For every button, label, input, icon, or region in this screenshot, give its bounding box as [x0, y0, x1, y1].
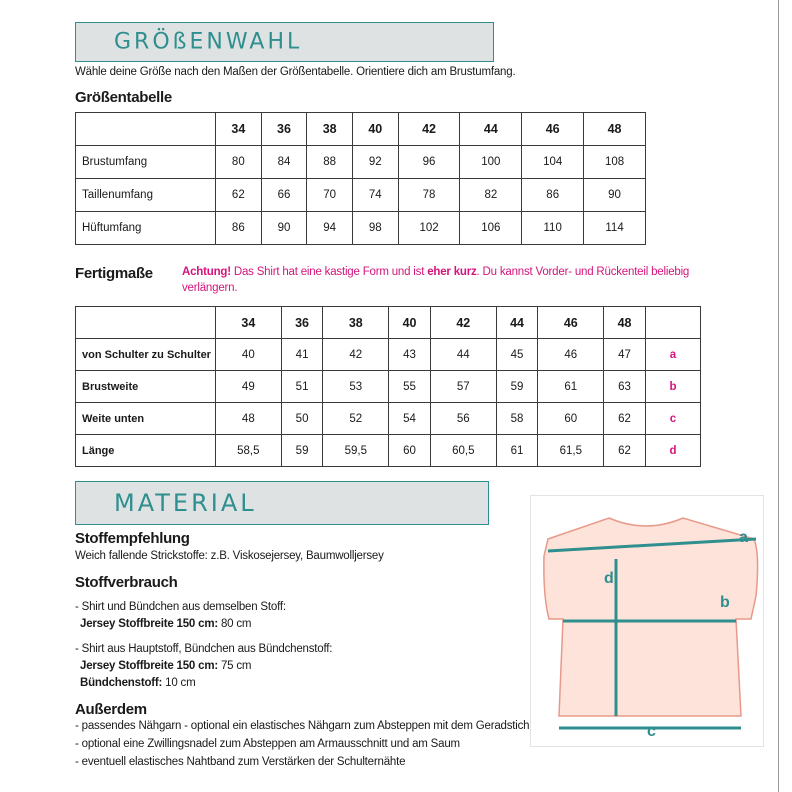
- table-cell: 84: [261, 146, 307, 179]
- table-cell: 104: [522, 146, 584, 179]
- table-cell: 52: [323, 403, 389, 435]
- table-cell: 48: [216, 403, 282, 435]
- table-cell: 57: [430, 371, 496, 403]
- table-cell: 92: [352, 146, 398, 179]
- table-cell: 53: [323, 371, 389, 403]
- list-item: - eventuell elastisches Nahtband zum Verstärken der Schulternähte: [75, 756, 406, 768]
- table-cell: 54: [389, 403, 431, 435]
- table-cell: 88: [307, 146, 353, 179]
- finished-measures-heading: Fertigmaße: [75, 265, 153, 282]
- list-item: - passendes Nähgarn - optional ein elastisches Nähgarn zum Absteppen mit dem Geradstich: [75, 720, 530, 732]
- table-row: [76, 212, 646, 245]
- amount-label: Jersey Stoffbreite 150 cm:: [80, 660, 218, 672]
- table-cell: 61,5: [538, 435, 604, 467]
- size-header-cell: 36: [281, 307, 323, 339]
- table-cell: 40: [216, 339, 282, 371]
- size-header-cell: 48: [584, 113, 646, 146]
- size-header-cell: 38: [307, 113, 353, 146]
- table-cell: 41: [281, 339, 323, 371]
- table-cell: 43: [389, 339, 431, 371]
- list-item: - optional eine Zwillingsnadel zum Absteppen am Armausschnitt und am Saum: [75, 738, 460, 750]
- table-cell: 78: [398, 179, 460, 212]
- measure-label-a: a: [739, 529, 748, 546]
- note-emphasis: eher kurz: [427, 266, 477, 278]
- fabric-usage-option-2-cuff: [80, 677, 195, 689]
- measure-letter: a: [646, 339, 701, 371]
- table-cell: 45: [496, 339, 538, 371]
- table-cell: 62: [216, 179, 262, 212]
- finished-measures-note: [182, 264, 722, 296]
- row-label-waist: Taillenumfang: [76, 179, 216, 212]
- table-cell: 59: [281, 435, 323, 467]
- shirt-diagram-svg: [531, 496, 765, 748]
- finished-measures-table: [75, 306, 701, 467]
- table-cell: 56: [430, 403, 496, 435]
- table-cell: 59: [496, 371, 538, 403]
- size-header-cell: 40: [352, 113, 398, 146]
- table-cell: 102: [398, 212, 460, 245]
- amount-value: 75 cm: [217, 660, 252, 672]
- table-cell: 114: [584, 212, 646, 245]
- measure-label-d: d: [604, 570, 614, 587]
- table-cell: 90: [584, 179, 646, 212]
- table-cell: 42: [323, 339, 389, 371]
- size-header-cell: 34: [216, 113, 262, 146]
- fabric-usage-option-1-amount: [80, 618, 251, 630]
- table-cell: 86: [216, 212, 262, 245]
- size-header-cell: 42: [430, 307, 496, 339]
- note-text-part1: Das Shirt hat eine kastige Form und ist: [230, 266, 428, 278]
- measure-letter: b: [646, 371, 701, 403]
- table-cell: 70: [307, 179, 353, 212]
- size-table-corner-cell: [76, 113, 216, 146]
- size-header-cell: 44: [460, 113, 522, 146]
- size-header-cell: 34: [216, 307, 282, 339]
- size-header-cell: 42: [398, 113, 460, 146]
- size-header-cell: 46: [538, 307, 604, 339]
- table-cell: 96: [398, 146, 460, 179]
- table-cell: 62: [604, 403, 646, 435]
- table-cell: 62: [604, 435, 646, 467]
- table-cell: 60,5: [430, 435, 496, 467]
- table-cell: 50: [281, 403, 323, 435]
- amount-value: 80 cm: [217, 618, 252, 630]
- size-table-heading: Größentabelle: [75, 89, 172, 106]
- table-cell: 60: [538, 403, 604, 435]
- measure-label-b: b: [720, 594, 730, 611]
- table-cell: 59,5: [323, 435, 389, 467]
- row-label-shoulder: von Schulter zu Schulter: [76, 339, 216, 371]
- note-warning-word: Achtung!: [182, 266, 231, 278]
- intro-text: Wähle deine Größe nach den Maßen der Größentabelle. Orientiere dich am Brustumfang.: [75, 66, 516, 78]
- table-cell: 74: [352, 179, 398, 212]
- size-table: [75, 112, 646, 245]
- table-cell: 47: [604, 339, 646, 371]
- measure-letter: d: [646, 435, 701, 467]
- table-cell: 108: [584, 146, 646, 179]
- table-cell: 94: [307, 212, 353, 245]
- section-title-size-selection: GRÖßENWAHL: [114, 29, 303, 55]
- table-cell: 49: [216, 371, 282, 403]
- finished-table-header-row: [76, 307, 701, 339]
- fabric-usage-option-1: - Shirt und Bündchen aus demselben Stoff:: [75, 601, 286, 613]
- page-right-rule: [778, 0, 779, 792]
- table-cell: 82: [460, 179, 522, 212]
- size-header-cell: 48: [604, 307, 646, 339]
- table-cell: 63: [604, 371, 646, 403]
- section-banner-material: [75, 481, 489, 525]
- fabric-usage-heading: Stoffverbrauch: [75, 574, 178, 591]
- measure-letter: c: [646, 403, 701, 435]
- table-cell: 60: [389, 435, 431, 467]
- size-table-header-row: [76, 113, 646, 146]
- section-banner-size-selection: [75, 22, 494, 62]
- size-header-cell: 40: [389, 307, 431, 339]
- table-row: [76, 339, 701, 371]
- section-title-material: MATERIAL: [114, 489, 257, 517]
- table-row: [76, 403, 701, 435]
- table-cell: 66: [261, 179, 307, 212]
- fabric-usage-option-2-amount: [80, 660, 251, 672]
- table-cell: 61: [538, 371, 604, 403]
- table-cell: 58: [496, 403, 538, 435]
- letter-header-cell: [646, 307, 701, 339]
- size-header-cell: 38: [323, 307, 389, 339]
- shirt-measurement-diagram: [530, 495, 764, 747]
- table-cell: 98: [352, 212, 398, 245]
- table-cell: 100: [460, 146, 522, 179]
- row-label-bust: Brustumfang: [76, 146, 216, 179]
- row-label-hem-width: Weite unten: [76, 403, 216, 435]
- measure-label-c: c: [647, 723, 656, 740]
- amount-value: 10 cm: [162, 677, 196, 689]
- table-cell: 58,5: [216, 435, 282, 467]
- row-label-chest-width: Brustweite: [76, 371, 216, 403]
- amount-label: Jersey Stoffbreite 150 cm:: [80, 618, 218, 630]
- table-cell: 90: [261, 212, 307, 245]
- table-cell: 61: [496, 435, 538, 467]
- amount-label: Bündchenstoff:: [80, 677, 163, 689]
- row-label-length: Länge: [76, 435, 216, 467]
- table-row: [76, 371, 701, 403]
- fabric-usage-option-2: - Shirt aus Hauptstoff, Bündchen aus Bündchenstoff:: [75, 643, 333, 655]
- size-header-cell: 36: [261, 113, 307, 146]
- table-cell: 86: [522, 179, 584, 212]
- table-row: [76, 179, 646, 212]
- note-text-part2: . Du kannst Vorder- und Rückenteil beliebig verlängern.: [182, 266, 690, 294]
- table-row: [76, 435, 701, 467]
- fabric-recommendation-heading: Stoffempfehlung: [75, 530, 190, 547]
- table-cell: 80: [216, 146, 262, 179]
- table-cell: 55: [389, 371, 431, 403]
- table-cell: 44: [430, 339, 496, 371]
- table-cell: 46: [538, 339, 604, 371]
- additional-heading: Außerdem: [75, 701, 147, 718]
- table-cell: 51: [281, 371, 323, 403]
- table-cell: 110: [522, 212, 584, 245]
- shirt-outline: [544, 518, 758, 716]
- size-header-cell: 44: [496, 307, 538, 339]
- size-header-cell: 46: [522, 113, 584, 146]
- fabric-recommendation-text: Weich fallende Strickstoffe: z.B. Viskosejersey, Baumwolljersey: [75, 550, 384, 562]
- row-label-hip: Hüftumfang: [76, 212, 216, 245]
- table-row: [76, 146, 646, 179]
- finished-table-corner-cell: [76, 307, 216, 339]
- table-cell: 106: [460, 212, 522, 245]
